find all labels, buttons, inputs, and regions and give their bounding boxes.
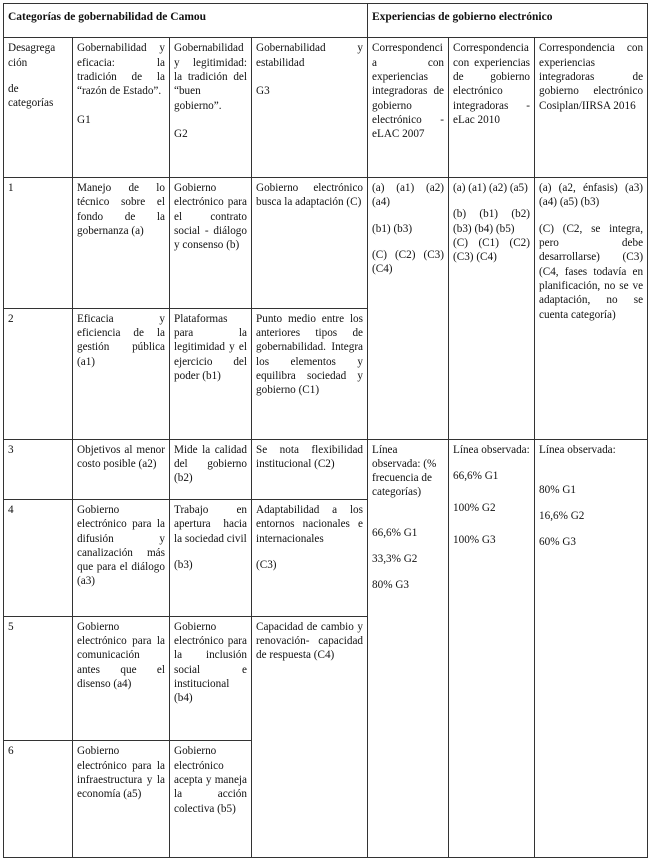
row-number: 2 xyxy=(4,308,73,439)
elac2007-categories: (a) (a1) (a2) (a4) (b1) (b3) (C) (C2) (C3) (C4) xyxy=(368,178,449,440)
row-g1: Gobierno electrónico para la comunicación antes que el disenso (a4) xyxy=(73,616,170,741)
row-number: 1 xyxy=(4,178,73,309)
row-number: 6 xyxy=(4,741,73,858)
row-g2: Trabajo en apertura hacia la sociedad civil (b3) xyxy=(170,499,252,616)
row-number: 3 xyxy=(4,439,73,499)
row-g1: Gobierno electrónico para la difusión y canalización más que para el diálogo (a3) xyxy=(73,499,170,616)
g1-header-cell: Gobernabilidad y eficacia: la tradición de la “razón de Estado”. G1 xyxy=(73,38,170,178)
g2-header-cell: Gobernabilidad y legitimidad: la tradición del “buen gobierno”. G2 xyxy=(170,38,252,178)
cosiplan-observed: Línea observada: 80% G1 16,6% G2 60% G3 xyxy=(535,439,648,858)
table-row xyxy=(4,439,648,499)
header-row xyxy=(4,4,648,38)
row-g3: Punto medio entre los anteriores tipos de gobernabilidad. Integra los elementos y equilibra sociedad y gobierno (C1) xyxy=(252,308,368,439)
row-g1: Objetivos al menor costo posible (a2) xyxy=(73,439,170,499)
row-g1: Gobierno electrónico para la infraestructura y la economía (a5) xyxy=(73,741,170,858)
row-g1: Eficacia y eficiencia de la gestión pública (a1) xyxy=(73,308,170,439)
elac2007-header-cell: Correspondencia con experiencias integradoras de gobierno electrónico - eLAC 2007 xyxy=(368,38,449,178)
header-e-government: Experiencias de gobierno electrónico xyxy=(368,4,648,38)
elac2010-categories: (a) (a1) (a2) (a5) (b) (b1) (b2) (b3) (b4) (b5) (C) (C1) (C2) (C3) (C4) xyxy=(449,178,535,440)
row-g1: Manejo de lo técnico sobre el fondo de la gobernanza (a) xyxy=(73,178,170,309)
elac2010-observed: Línea observada: 66,6% G1 100% G2 100% G3 xyxy=(449,439,535,858)
row-g3: Adaptabilidad a los entornos nacionales e internacionales (C3) xyxy=(252,499,368,616)
governability-table xyxy=(3,3,648,858)
row-g2: Mide la calidad del gobierno (b2) xyxy=(170,439,252,499)
g3-header-cell: Gobernabilidad y estabilidad G3 xyxy=(252,38,368,178)
row-g2: Gobierno electrónico para la inclusión social e institucional (b4) xyxy=(170,616,252,741)
subheader-row xyxy=(4,38,648,178)
cosiplan-categories: (a) (a2, énfasis) (a3) (a4) (a5) (b3) (C) (C2, se integra, pero debe desarrollarse) (C3) (C4, fases todavía en planificación, no se ve adaptación, no se cuenta categoría) xyxy=(535,178,648,440)
row-g3: Gobierno electrónico busca la adaptación (C) xyxy=(252,178,368,309)
row-g3: Se nota flexibilidad institucional (C2) xyxy=(252,439,368,499)
header-camou: Categorías de gobernabilidad de Camou xyxy=(4,4,368,38)
row-g3: Capacidad de cambio y renovación- capacidad de respuesta (C4) xyxy=(252,616,368,857)
row-g2: Gobierno electrónico para el contrato social - diálogo y consenso (b) xyxy=(170,178,252,309)
row-g2: Gobierno electrónico acepta y maneja la acción colectiva (b5) xyxy=(170,741,252,858)
row-number: 5 xyxy=(4,616,73,741)
elac2010-header-cell: Correspondencia con experiencias de gobierno electrónico integradoras - eLac 2010 xyxy=(449,38,535,178)
elac2007-observed: Línea observada: (% frecuencia de categorías) 66,6% G1 33,3% G2 80% G3 xyxy=(368,439,449,858)
row-number: 4 xyxy=(4,499,73,616)
cosiplan-header-cell: Correspondencia con experiencias integradoras de gobierno electrónico Cosiplan/IIRSA 2016 xyxy=(535,38,648,178)
table-row xyxy=(4,178,648,309)
row-g2: Plataformas para la legitimidad y el ejercicio del poder (b1) xyxy=(170,308,252,439)
desagregacion-cell: Desagrega ción de categorías xyxy=(4,38,73,178)
